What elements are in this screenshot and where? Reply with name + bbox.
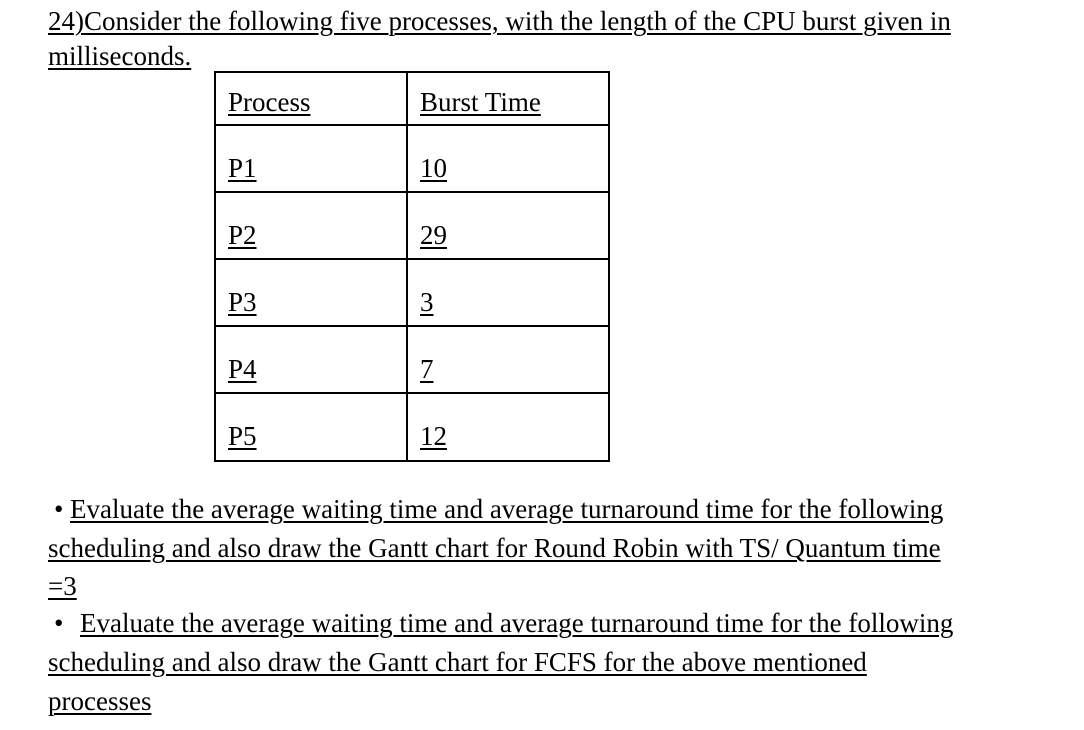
header-burst-time: Burst Time xyxy=(420,87,541,117)
table-cell xyxy=(215,393,407,461)
question-line-1: 24)Consider the following five processes, with the length of the CPU burst given in xyxy=(48,6,951,36)
bullet-icon: • xyxy=(54,608,64,638)
task-list xyxy=(48,490,1038,721)
burst-time: 7 xyxy=(420,354,434,384)
burst-time: 3 xyxy=(420,287,434,317)
task-2-line-1: Evaluate the average waiting time and average turnaround time for the following xyxy=(80,608,954,638)
question-heading xyxy=(48,4,1038,74)
task-1-line-2: scheduling and also draw the Gantt chart for Round Robin with TS/ Quantum time xyxy=(48,533,941,563)
question-line-2: milliseconds. xyxy=(48,41,192,71)
process-name: P1 xyxy=(228,153,257,183)
table-header-cell xyxy=(215,72,407,125)
table-row xyxy=(215,259,609,326)
table-row xyxy=(215,326,609,393)
task-1-line-1: Evaluate the average waiting time and average turnaround time for the following xyxy=(70,494,944,524)
burst-time: 29 xyxy=(420,220,447,250)
table-cell xyxy=(215,125,407,192)
list-item xyxy=(48,490,1038,529)
table-cell xyxy=(215,259,407,326)
process-table xyxy=(214,71,610,462)
table-row xyxy=(215,125,609,192)
table-cell xyxy=(407,259,609,326)
burst-time: 10 xyxy=(420,153,447,183)
task-2-line-3: processes xyxy=(48,686,152,716)
table-header-row xyxy=(215,72,609,125)
table-cell xyxy=(215,326,407,393)
bullet-icon: • xyxy=(54,494,64,524)
table-cell xyxy=(407,393,609,461)
table-cell xyxy=(407,192,609,259)
process-name: P4 xyxy=(228,354,257,384)
list-item xyxy=(48,604,1038,643)
burst-time: 12 xyxy=(420,421,447,451)
table-row xyxy=(215,393,609,461)
table-cell xyxy=(407,326,609,393)
process-name: P2 xyxy=(228,220,257,250)
header-process: Process xyxy=(228,87,311,117)
table-cell xyxy=(407,125,609,192)
process-name: P3 xyxy=(228,287,257,317)
task-1-line-3: =3 xyxy=(48,571,77,601)
table-header-cell xyxy=(407,72,609,125)
table-cell xyxy=(215,192,407,259)
process-name: P5 xyxy=(228,421,257,451)
table-row xyxy=(215,192,609,259)
task-2-line-2: scheduling and also draw the Gantt chart for FCFS for the above mentioned xyxy=(48,647,867,677)
